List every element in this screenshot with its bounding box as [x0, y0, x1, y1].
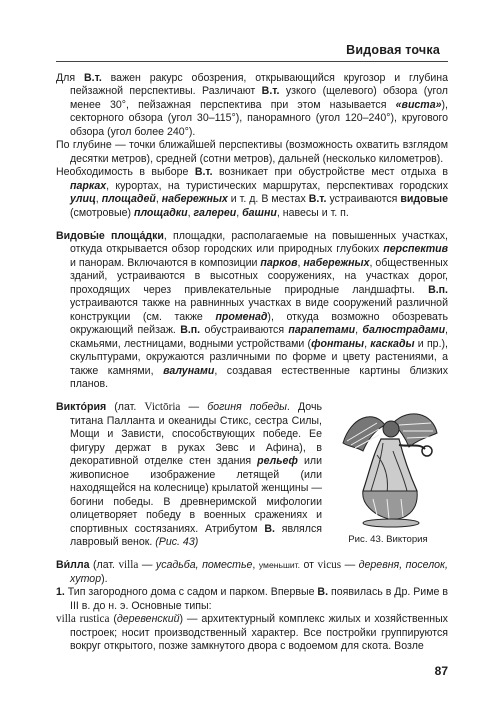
header-rule — [56, 61, 448, 62]
villa-sense-1: 1. Тип загородного дома с садом и парком. Впервые В. появилась в Др. Риме в III в. до н. э. Основные типы: — [56, 586, 448, 612]
figure-caption: Рис. 43. Виктория — [348, 534, 428, 546]
paragraph-vt-need: Необходимость в выборе В.т. возникает при обустройстве мест отдыха в парках, курортах, на туристических маршрутах, перспективах городских улиц, площадей, набережных и т. д. В местах В.т. устраиваются видовые (смотровые) площадки, галереи, башни, навесы и т. п. — [56, 166, 449, 219]
paragraph-vt-depth: По глубине — точки ближайшей перспективы (возможность охватить взглядом десятки метров), средней (сотни метров), дальней (несколько километров). — [56, 139, 448, 165]
villa-rustica: villa rustica (деревенский) — архитектурный комплекс жилых и хозяйственных построек; носит производственный характер. Все постройки группируются вокруг открытого, позже замкнутого двора с водоемом для скота. Возле — [56, 613, 448, 653]
victoria-illustration — [333, 403, 443, 529]
paragraph-vt-perspective: Для В.т. важен ракурс обозрения, открывающийся кругозор и глубина пейзажной перспективы. Различают В.т. узкого (щелевого) обзора (угол менее 30°, пейзажная перспектива при этом называется «виста»), секторного обзора (угол 30–115°), панорамного (угол 120–240°), кругового обзора (угол более 240°). — [56, 72, 448, 138]
page-number: 87 — [434, 664, 448, 678]
entry-viktoriya: Викто́рия (лат. Victōria — богиня победы. Дочь титана Палланта и океаниды Стикс, сестра Силы, Мощи и Зависти, способствующих победе. Ее фигуру держат в руках Зевс и Афина), в декоративной отделке стен здания рельеф или живописное изображение летящей (или находящейся на колеснице) крылатой женщины — богини победы. В древнеримской мифологии олицетворяет победу в военных сражениях и спортивных состязаниях. Атрибутом В. являлся лавровый венок. (Рис. 43) — [56, 401, 323, 548]
figure-victoria — [328, 403, 448, 546]
running-title: Видовая точка — [346, 43, 440, 57]
entry-vidovye-ploshchadki: Видовы́е площа́дки, площадки, располагаемые на повышенных участках, откуда открывается обзор городских или природных глубоких перспектив и панорам. Включаются в композиции парков, набережных, общественных зданий, устраиваются в высотных сооружениях, на участках дорог, проходящих через привлекательные природные ландшафты. В.п. устраиваются также на равнинных участках в виде сооружений различной конструкции (см. также променад), откуда возможно обозревать окружающий пейзаж. В.п. обустраиваются парапетами, балюстрадами, скамьями, лестницами, водными устройствами (фонтаны, каскады и пр.), скульптурами, окружаются различными по форме и цвету растениями, а также камнями, валунами, создавая естественные картины близких планов. — [56, 229, 449, 390]
entry-villa: Ви́лла (лат. villa — усадьба, поместье, уменьшит. от vicus — деревня, поселок, хутор). — [56, 559, 449, 585]
page-body — [56, 72, 448, 654]
